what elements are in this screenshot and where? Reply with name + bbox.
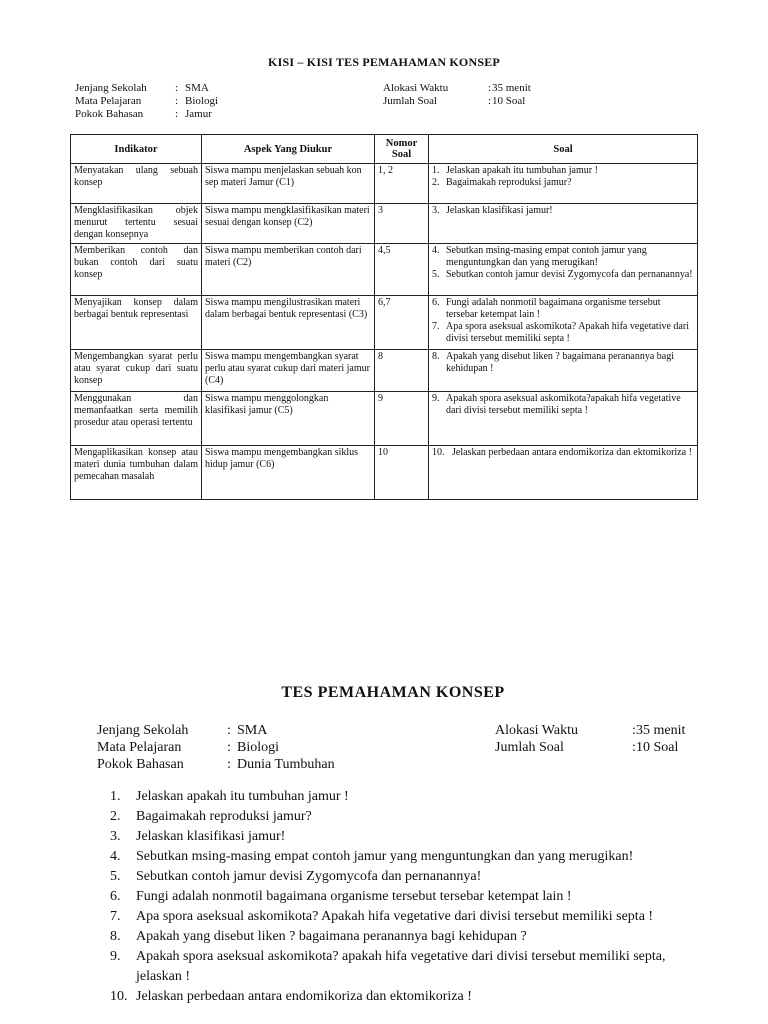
nomor-cell: 10 <box>375 446 429 500</box>
question-item: 9. Apakah spora aseksual askomikota? apakah hifa vegetative dari divisi tersebut memiliki septa, jelaskan ! <box>110 949 666 984</box>
table-row <box>71 446 698 500</box>
meta-row: Mata Pelajaran : Biologi <box>97 740 280 755</box>
meta-value: 35 menit <box>492 82 531 94</box>
kisi-title: KISI – KISI TES PEMAHAMAN KONSEP <box>268 55 500 69</box>
nomor-cell: 6,7 <box>375 296 429 350</box>
meta-label: Alokasi Waktu <box>383 82 449 94</box>
aspek-cell: Siswa mampu mengembangkan siklus hidup jamur (C6) <box>202 446 375 500</box>
meta-label: Jumlah Soal <box>495 740 564 755</box>
list-item: 7. Apa spora aseksual askomikota? Apakah hifa vegetative dari divisi tersebut memiliki septa ! <box>432 321 689 344</box>
question-item: 3. Jelaskan klasifikasi jamur! <box>110 829 286 844</box>
nomor-cell: 4,5 <box>375 244 429 296</box>
tes-meta-left <box>97 722 335 773</box>
aspek-cell: Siswa mampu memberikan contoh dari materi (C2) <box>202 244 375 296</box>
question-item: 6. Fungi adalah nonmotil bagaimana organisme tersebut tersebar ketempat lain ! <box>110 889 572 904</box>
meta-value: SMA <box>237 723 268 738</box>
kisi-table <box>70 134 698 500</box>
meta-row: Pokok Bahasan : Jamur <box>75 108 212 120</box>
list-item: 8. Apakah yang disebut liken ? bagaimana peranannya bagi kehidupan ! <box>432 351 674 374</box>
meta-row: Jumlah Soal : 10 Soal <box>495 740 679 755</box>
meta-label: Pokok Bahasan <box>75 108 144 120</box>
indikator-cell: Mengembangkan syarat perlu atau syarat cukup dari suatu konsep <box>71 350 202 392</box>
question-item: 7. Apa spora aseksual askomikota? Apakah hifa vegetative dari divisi tersebut memiliki septa ! <box>110 909 654 924</box>
meta-value: Biologi <box>237 740 280 755</box>
nomor-cell: 1, 2 <box>375 164 429 204</box>
soal-cell <box>429 244 698 296</box>
header-aspek: Aspek Yang Diukur <box>202 135 375 164</box>
soal-cell <box>429 446 698 500</box>
table-row <box>71 244 698 296</box>
list-item: 1. Jelaskan apakah itu tumbuhan jamur ! <box>432 165 598 176</box>
table-row <box>71 164 698 204</box>
list-item: 4. Sebutkan msing-masing empat contoh jamur yang menguntungkan dan yang merugikan! <box>432 245 647 268</box>
meta-row: Jumlah Soal : 10 Soal <box>383 95 526 107</box>
meta-value: 10 Soal <box>492 95 526 107</box>
meta-label: Jenjang Sekolah <box>97 723 189 738</box>
aspek-cell: Siswa mampu mengilustrasikan materi dalam berbagai bentuk representasi (C3) <box>202 296 375 350</box>
soal-cell <box>429 350 698 392</box>
question-item: 5. Sebutkan contoh jamur devisi Zygomycofa dan pernanannya! <box>110 869 482 884</box>
nomor-cell: 8 <box>375 350 429 392</box>
meta-row: Jenjang Sekolah : SMA <box>75 82 209 94</box>
aspek-cell: Siswa mampu menggolongkan klasifikasi jamur (C5) <box>202 392 375 446</box>
indikator-cell: Menggunakan dan memanfaatkan serta memilih prosedur atau operasi tertentu <box>71 392 202 446</box>
meta-row: Mata Pelajaran : Biologi <box>75 95 219 107</box>
nomor-cell: 9 <box>375 392 429 446</box>
list-item: 5. Sebutkan contoh jamur devisi Zygomycofa dan pernanannya! <box>432 269 693 280</box>
table-header-row <box>71 135 698 164</box>
question-item: 10. Jelaskan perbedaan antara endomikoriza dan ektomikoriza ! <box>110 989 472 1004</box>
meta-label: Alokasi Waktu <box>495 723 578 738</box>
kisi-meta-left <box>75 82 218 121</box>
list-item: 2. Bagaimakah reproduksi jamur? <box>432 177 572 188</box>
meta-label: Mata Pelajaran <box>75 95 142 107</box>
meta-value: SMA <box>185 82 209 94</box>
indikator-cell: Mengklasifikasikan objek menurut tertentu sesuai dengan konsepnya <box>71 204 202 244</box>
soal-cell <box>429 392 698 446</box>
meta-value: 10 Soal <box>636 740 679 755</box>
question-item: 4. Sebutkan msing-masing empat contoh jamur yang menguntungkan dan yang merugikan! <box>110 849 634 864</box>
indikator-cell: Memberikan contoh dan bukan contoh dari suatu konsep <box>71 244 202 296</box>
header-nomor-soal: Nomor Soal <box>375 135 429 164</box>
nomor-cell: 3 <box>375 204 429 244</box>
soal-cell <box>429 164 698 204</box>
question-item: 8. Apakah yang disebut liken ? bagaimana peranannya bagi kehidupan ? <box>110 929 527 944</box>
meta-row: Pokok Bahasan : Dunia Tumbuhan <box>97 757 335 772</box>
header-indikator: Indikator <box>71 135 202 164</box>
meta-label: Pokok Bahasan <box>97 757 184 772</box>
question-item: 1. Jelaskan apakah itu tumbuhan jamur ! <box>110 789 349 804</box>
meta-value: Biologi <box>185 95 219 107</box>
kisi-meta-right <box>383 82 531 108</box>
list-item: 6. Fungi adalah nonmotil bagaimana organisme tersebut tersebar ketempat lain ! <box>432 297 661 320</box>
indikator-cell: Mengaplikasikan konsep atau materi dunia tumbuhan dalam pemecahan masalah <box>71 446 202 500</box>
meta-value: 35 menit <box>636 723 686 738</box>
tes-title: TES PEMAHAMAN KONSEP <box>281 684 505 701</box>
header-soal: Soal <box>429 135 698 164</box>
indikator-cell: Menyatakan ulang sebuah konsep <box>71 164 202 204</box>
aspek-cell: Siswa mampu mengklasifikasikan materi sesuai dengan konsep (C2) <box>202 204 375 244</box>
soal-cell <box>429 204 698 244</box>
table-row <box>71 392 698 446</box>
soal-cell <box>429 296 698 350</box>
aspek-cell: Siswa mampu menjelaskan sebuah kon sep materi Jamur (C1) <box>202 164 375 204</box>
indikator-cell: Menyajikan konsep dalam berbagai bentuk representasi <box>71 296 202 350</box>
meta-row: Jenjang Sekolah : SMA <box>97 723 268 738</box>
table-row <box>71 296 698 350</box>
meta-value: Dunia Tumbuhan <box>237 757 335 772</box>
list-item: 10. Jelaskan perbedaan antara endomikoriza dan ektomikoriza ! <box>432 447 692 458</box>
meta-row: Alokasi Waktu : 35 menit <box>383 82 531 94</box>
meta-label: Jumlah Soal <box>383 95 438 107</box>
meta-label: Jenjang Sekolah <box>75 82 147 94</box>
meta-label: Mata Pelajaran <box>97 740 182 755</box>
meta-value: Jamur <box>185 108 212 120</box>
list-item: 9. Apakah spora aseksual askomikota?apakah hifa vegetative dari divisi tersebut memiliki septa ! <box>432 393 681 416</box>
question-item: 2. Bagaimakah reproduksi jamur? <box>110 809 312 824</box>
list-item: 3. Jelaskan klasifikasi jamur! <box>432 205 553 216</box>
table-row <box>71 350 698 392</box>
aspek-cell: Siswa mampu mengembangkan syarat perlu atau syarat cukup dari materi jamur (C4) <box>202 350 375 392</box>
question-list <box>110 787 710 1007</box>
meta-row: Alokasi Waktu : 35 menit <box>495 723 686 738</box>
table-row <box>71 204 698 244</box>
tes-meta-right <box>495 722 685 756</box>
